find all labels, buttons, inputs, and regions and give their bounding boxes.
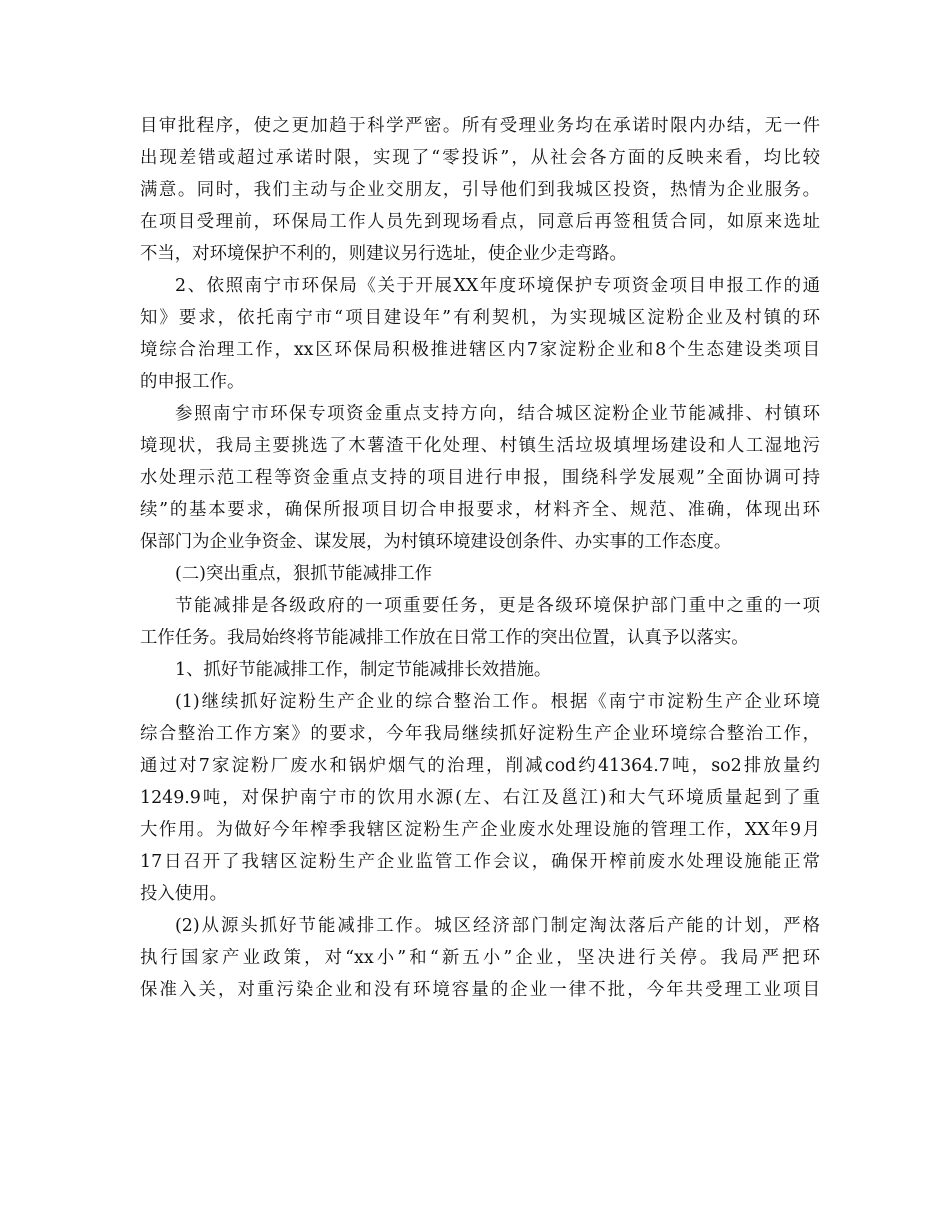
paragraph-line: 2、依照南宁市环保局《关于开展XX年度环境保护专项资金项目申报工作的通	[175, 276, 820, 296]
subsection-heading: 1、抓好节能减排工作，制定节能减排长效措施。	[175, 660, 552, 680]
paragraph-line: 参照南宁市环保专项资金重点支持方向，结合城区淀粉企业节能减排、村镇环	[175, 404, 820, 424]
paragraph-line: 投入使用。	[140, 884, 227, 904]
paragraph-line: 保部门为企业争资金、谋发展，为村镇环境建设创条件、办实事的工作态度。	[140, 532, 732, 552]
paragraph-line: 大作用。为做好今年榨季我辖区淀粉生产企业废水处理设施的管理工作，XX年9月	[140, 820, 820, 840]
paragraph-line: 保准入关，对重污染企业和没有环境容量的企业一律不批，今年共受理工业项目	[140, 980, 820, 1000]
paragraph-line: 水处理示范工程等资金重点支持的项目进行申报，围绕科学发展观”全面协调可持	[140, 468, 820, 488]
document-body	[140, 110, 820, 1006]
paragraph-line: 境综合治理工作，xx区环保局积极推进辖区内7家淀粉企业和8个生态建设类项目	[140, 340, 820, 360]
paragraph-line: 17日召开了我辖区淀粉生产企业监管工作会议，确保开榨前废水处理设施能正常	[140, 852, 820, 872]
paragraph-line: 知》要求，依托南宁市“项目建设年”有利契机，为实现城区淀粉企业及村镇的环	[140, 308, 820, 328]
paragraph-line: 出现差错或超过承诺时限，实现了“零投诉”，从社会各方面的反映来看，均比较	[140, 148, 820, 168]
paragraph-line: 工作任务。我局始终将节能减排工作放在日常工作的突出位置，认真予以落实。	[140, 628, 749, 648]
section-heading: (二)突出重点，狠抓节能减排工作	[175, 564, 433, 584]
paragraph-line: 在项目受理前，环保局工作人员先到现场看点，同意后再签租赁合同，如原来选址	[140, 212, 820, 232]
paragraph-line: 目审批程序，使之更加趋于科学严密。所有受理业务均在承诺时限内办结，无一件	[140, 116, 820, 136]
paragraph-line: (1)继续抓好淀粉生产企业的综合整治工作。根据《南宁市淀粉生产企业环境	[175, 692, 820, 712]
paragraph-line: 满意。同时，我们主动与企业交朋友，引导他们到我城区投资，热情为企业服务。	[140, 180, 820, 200]
paragraph-line: 通过对7家淀粉厂废水和锅炉烟气的治理，削减cod约41364.7吨，so2排放量约	[140, 756, 820, 776]
paragraph-line: (2)从源头抓好节能减排工作。城区经济部门制定淘汰落后产能的计划，严格	[175, 916, 820, 936]
paragraph-line: 综合整治工作方案》的要求，今年我局继续抓好淀粉生产企业环境综合整治工作，	[140, 724, 820, 744]
paragraph-line: 节能减排是各级政府的一项重要任务，更是各级环境保护部门重中之重的一项	[175, 596, 820, 616]
paragraph-line: 1249.9吨，对保护南宁市的饮用水源(左、右江及邕江)和大气环境质量起到了重	[140, 788, 820, 808]
paragraph-line: 续”的基本要求，确保所报项目切合申报要求，材料齐全、规范、准确，体现出环	[140, 500, 820, 520]
paragraph-line: 不当，对环境保护不利的，则建议另行选址，使企业少走弯路。	[140, 244, 627, 264]
paragraph-line: 境现状，我局主要挑选了木薯渣干化处理、村镇生活垃圾填埋场建设和人工湿地污	[140, 436, 820, 456]
paragraph-line: 执行国家产业政策，对“xx小”和“新五小”企业，坚决进行关停。我局严把环	[140, 948, 820, 968]
paragraph-line: 的申报工作。	[140, 372, 245, 392]
